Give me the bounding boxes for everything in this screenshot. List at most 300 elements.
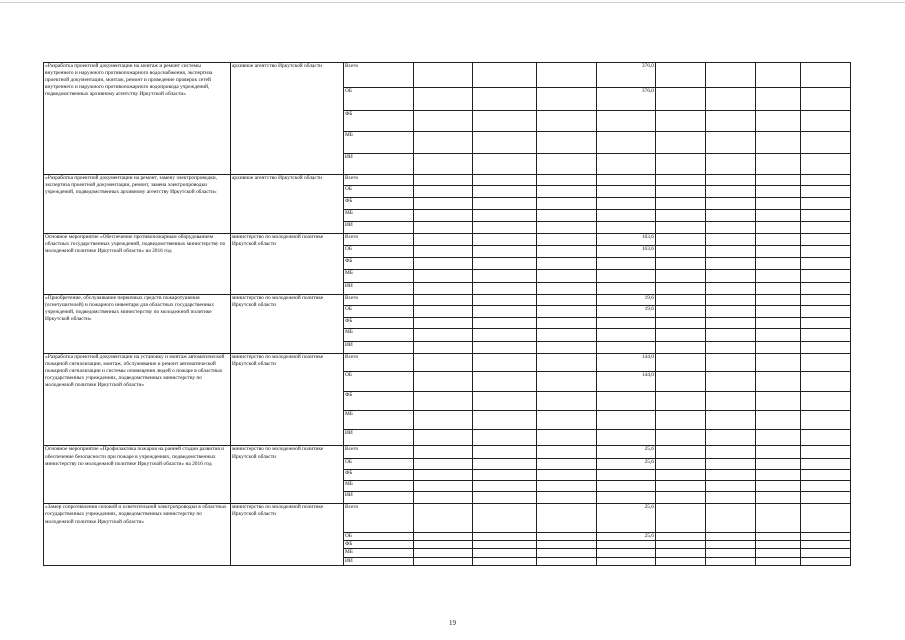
empty-cell (473, 186, 537, 198)
funding-source: Всего (344, 504, 414, 532)
measure-description-cell (44, 63, 231, 175)
amount-cell (597, 469, 656, 480)
empty-cell (756, 318, 801, 329)
amount-cell (597, 198, 656, 210)
amount-cell (597, 549, 656, 557)
table-row (44, 504, 851, 532)
empty-cell (801, 492, 851, 504)
empty-cell (414, 282, 473, 294)
empty-cell (414, 446, 473, 458)
empty-cell (473, 541, 537, 549)
empty-cell (473, 174, 537, 185)
empty-cell (656, 210, 706, 221)
empty-cell (756, 391, 801, 410)
empty-cell (473, 492, 537, 504)
empty-cell (414, 372, 473, 391)
measure-description: «Разработка проектной документации на монтаж и ремонт системы внутреннего и наружного противопожарного водоснабжения, экспертиза проектной документации, монтаж, ремонт и проведение проверок сетей внутреннего и наружного противопожарного водопровода учреждений, подведомственных архивному агентству Иркутской области» (45, 63, 213, 98)
funding-source: ИИ (344, 221, 414, 233)
funding-source: МБ (344, 132, 414, 153)
funding-source: МБ (344, 481, 414, 492)
empty-cell (537, 186, 597, 198)
empty-cell (706, 532, 756, 540)
empty-cell (706, 329, 756, 341)
amount-cell (597, 481, 656, 492)
empty-cell (801, 410, 851, 429)
empty-cell (756, 329, 801, 341)
empty-cell (656, 132, 706, 153)
executor-cell (231, 174, 344, 233)
amount-cell: 25,6 (597, 458, 656, 469)
funding-source: ОБ (344, 306, 414, 318)
empty-cell (706, 318, 756, 329)
empty-cell (656, 186, 706, 198)
empty-cell (801, 458, 851, 469)
table-row (44, 233, 851, 245)
empty-cell (473, 282, 537, 294)
empty-cell (473, 318, 537, 329)
empty-cell (473, 210, 537, 221)
amount-cell (597, 341, 656, 353)
empty-cell (706, 469, 756, 480)
empty-cell (756, 306, 801, 318)
empty-cell (756, 132, 801, 153)
empty-cell (414, 410, 473, 429)
empty-cell (756, 258, 801, 270)
funding-source: Всего (344, 63, 414, 88)
empty-cell (414, 557, 473, 565)
executor-name: архивное агентство Иркутской области (232, 174, 323, 181)
empty-cell (706, 549, 756, 557)
empty-cell (801, 372, 851, 391)
empty-cell (801, 186, 851, 198)
measure-description-cell (44, 233, 231, 294)
measure-description: «Замер сопротивления силовой и осветительной электропроводки в областных государственных учреждениях, подведомственных министерству по молодежной политике Иркутской области» (45, 504, 227, 525)
empty-cell (756, 270, 801, 282)
empty-cell (414, 469, 473, 480)
amount-cell (597, 318, 656, 329)
empty-cell (756, 557, 801, 565)
empty-cell (706, 221, 756, 233)
empty-cell (537, 541, 597, 549)
funding-source: ФБ (344, 198, 414, 210)
empty-cell (473, 153, 537, 174)
funding-source: Всего (344, 233, 414, 245)
empty-cell (801, 174, 851, 185)
amount-cell (597, 258, 656, 270)
empty-cell (473, 410, 537, 429)
empty-cell (706, 153, 756, 174)
amount-cell: 25,6 (597, 532, 656, 540)
empty-cell (756, 210, 801, 221)
empty-cell (756, 88, 801, 110)
empty-cell (656, 557, 706, 565)
empty-cell (537, 446, 597, 458)
empty-cell (537, 430, 597, 446)
amount-cell (597, 210, 656, 221)
amount-cell (597, 391, 656, 410)
amount-cell (597, 282, 656, 294)
empty-cell (537, 532, 597, 540)
empty-cell (706, 270, 756, 282)
empty-cell (801, 221, 851, 233)
empty-cell (706, 306, 756, 318)
empty-cell (414, 353, 473, 371)
amount-cell: 376,0 (597, 63, 656, 88)
empty-cell (537, 341, 597, 353)
measure-description: «Приобретение, обслуживание первичных средств пожаротушения (огнетушителей) и пожарного инвентаря для областных государственных учреждений, подведомственных министерству по молодежной политике Иркутской области» (45, 294, 215, 323)
funding-source: ОБ (344, 372, 414, 391)
funding-source: ИИ (344, 153, 414, 174)
empty-cell (756, 341, 801, 353)
empty-cell (473, 270, 537, 282)
scan-edge-line (0, 2, 905, 3)
empty-cell (537, 504, 597, 532)
empty-cell (414, 233, 473, 245)
empty-cell (473, 504, 537, 532)
empty-cell (656, 469, 706, 480)
empty-cell (706, 391, 756, 410)
empty-cell (473, 110, 537, 131)
empty-cell (801, 318, 851, 329)
measure-description: «Разработка проектной документации на ремонт, замену электропроводки, экспертиза проектной документации, ремонт, замена электропроводки учреждений, подведомственных архивному агентству Иркутской области» (45, 174, 218, 196)
empty-cell (706, 63, 756, 88)
empty-cell (537, 410, 597, 429)
amount-cell (597, 110, 656, 131)
empty-cell (801, 504, 851, 532)
empty-cell (537, 557, 597, 565)
amount-cell (597, 541, 656, 549)
empty-cell (706, 198, 756, 210)
funding-source: Всего (344, 353, 414, 371)
measure-description-cell (44, 446, 231, 504)
empty-cell (756, 198, 801, 210)
empty-cell (414, 430, 473, 446)
empty-cell (756, 541, 801, 549)
empty-cell (756, 492, 801, 504)
empty-cell (706, 410, 756, 429)
amount-cell (597, 132, 656, 153)
empty-cell (537, 391, 597, 410)
empty-cell (706, 282, 756, 294)
empty-cell (706, 492, 756, 504)
funding-source: Всего (344, 174, 414, 185)
empty-cell (656, 88, 706, 110)
measure-description-cell (44, 174, 231, 233)
empty-cell (656, 549, 706, 557)
measure-description-cell (44, 294, 231, 353)
amount-cell: 19,6 (597, 306, 656, 318)
empty-cell (801, 353, 851, 371)
empty-cell (473, 391, 537, 410)
budget-table-body (44, 63, 851, 566)
executor-cell (231, 294, 344, 353)
empty-cell (414, 153, 473, 174)
empty-cell (756, 153, 801, 174)
funding-source: МБ (344, 410, 414, 429)
empty-cell (656, 481, 706, 492)
empty-cell (656, 174, 706, 185)
empty-cell (706, 110, 756, 131)
funding-source: Всего (344, 446, 414, 458)
empty-cell (706, 353, 756, 371)
empty-cell (656, 282, 706, 294)
executor-name: министерство по молодежной политике Иркутской области (232, 294, 324, 308)
empty-cell (414, 246, 473, 258)
empty-cell (656, 353, 706, 371)
empty-cell (537, 306, 597, 318)
table-row (44, 353, 851, 371)
empty-cell (473, 469, 537, 480)
amount-cell (597, 329, 656, 341)
empty-cell (756, 549, 801, 557)
measure-description: «Разработка проектной документации на установку и монтаж автоматической пожарной сигнализации, монтаж, обслуживание и ремонт автоматической пожарной сигнализации и системы оповещения людей о пожаре в областных государственных учреждениях, подведомственных министерству по молодежной политике Иркутской области» (45, 353, 225, 389)
empty-cell (537, 132, 597, 153)
empty-cell (706, 210, 756, 221)
executor-name: министерство по молодежной политике Иркутской области (232, 446, 324, 460)
empty-cell (656, 446, 706, 458)
empty-cell (656, 410, 706, 429)
table-row (44, 63, 851, 88)
measure-description-cell (44, 504, 231, 566)
empty-cell (706, 258, 756, 270)
empty-cell (414, 532, 473, 540)
empty-cell (801, 294, 851, 305)
empty-cell (801, 329, 851, 341)
executor-cell (231, 446, 344, 504)
table-row (44, 294, 851, 305)
empty-cell (414, 210, 473, 221)
empty-cell (414, 541, 473, 549)
empty-cell (801, 532, 851, 540)
empty-cell (706, 132, 756, 153)
funding-source: ОБ (344, 246, 414, 258)
empty-cell (537, 318, 597, 329)
executor-name: архивное агентство Иркутской области (232, 63, 323, 69)
empty-cell (537, 469, 597, 480)
empty-cell (414, 258, 473, 270)
empty-cell (756, 233, 801, 245)
empty-cell (801, 446, 851, 458)
empty-cell (656, 233, 706, 245)
empty-cell (537, 88, 597, 110)
amount-cell: 144,0 (597, 372, 656, 391)
empty-cell (656, 430, 706, 446)
amount-cell (597, 492, 656, 504)
empty-cell (656, 329, 706, 341)
empty-cell (473, 329, 537, 341)
executor-name: министерство по молодежной политике Иркутской области (232, 504, 324, 518)
amount-cell (597, 186, 656, 198)
executor-name: министерство по молодежной политике Иркутской области (232, 353, 324, 367)
measure-description: Основное мероприятие «Обеспечение противопожарным оборудованием областных государственных учреждений, подведомственных министерству по молодежной политике Иркутской области» на 2016 год (45, 233, 226, 255)
empty-cell (756, 446, 801, 458)
empty-cell (473, 246, 537, 258)
funding-source: ИИ (344, 492, 414, 504)
funding-source: Всего (344, 294, 414, 305)
empty-cell (656, 110, 706, 131)
empty-cell (537, 294, 597, 305)
empty-cell (473, 458, 537, 469)
empty-cell (706, 294, 756, 305)
empty-cell (706, 88, 756, 110)
empty-cell (656, 294, 706, 305)
empty-cell (537, 153, 597, 174)
empty-cell (801, 306, 851, 318)
empty-cell (473, 341, 537, 353)
empty-cell (801, 549, 851, 557)
empty-cell (656, 198, 706, 210)
empty-cell (414, 63, 473, 88)
empty-cell (756, 110, 801, 131)
empty-cell (537, 210, 597, 221)
empty-cell (414, 306, 473, 318)
empty-cell (656, 258, 706, 270)
executor-cell (231, 63, 344, 175)
empty-cell (414, 458, 473, 469)
empty-cell (706, 446, 756, 458)
empty-cell (801, 481, 851, 492)
empty-cell (801, 282, 851, 294)
empty-cell (473, 233, 537, 245)
empty-cell (656, 341, 706, 353)
empty-cell (473, 258, 537, 270)
empty-cell (414, 391, 473, 410)
funding-source: ФБ (344, 541, 414, 549)
empty-cell (801, 210, 851, 221)
empty-cell (706, 174, 756, 185)
empty-cell (656, 532, 706, 540)
empty-cell (756, 372, 801, 391)
funding-source: ФБ (344, 258, 414, 270)
funding-source: ИИ (344, 282, 414, 294)
funding-source: МБ (344, 210, 414, 221)
funding-source: ИИ (344, 341, 414, 353)
empty-cell (656, 372, 706, 391)
executor-cell (231, 353, 344, 446)
empty-cell (706, 341, 756, 353)
empty-cell (537, 110, 597, 131)
funding-source: ФБ (344, 469, 414, 480)
empty-cell (756, 221, 801, 233)
empty-cell (801, 391, 851, 410)
empty-cell (656, 492, 706, 504)
amount-cell (597, 221, 656, 233)
page-number: 19 (449, 619, 456, 627)
empty-cell (756, 246, 801, 258)
empty-cell (473, 372, 537, 391)
empty-cell (537, 198, 597, 210)
amount-cell: 25,6 (597, 504, 656, 532)
empty-cell (537, 549, 597, 557)
empty-cell (473, 88, 537, 110)
empty-cell (414, 132, 473, 153)
empty-cell (473, 446, 537, 458)
empty-cell (656, 270, 706, 282)
empty-cell (656, 504, 706, 532)
empty-cell (756, 186, 801, 198)
empty-cell (801, 270, 851, 282)
empty-cell (756, 481, 801, 492)
empty-cell (801, 341, 851, 353)
empty-cell (414, 198, 473, 210)
executor-cell (231, 504, 344, 566)
empty-cell (537, 372, 597, 391)
empty-cell (414, 318, 473, 329)
empty-cell (473, 198, 537, 210)
empty-cell (414, 492, 473, 504)
empty-cell (414, 504, 473, 532)
empty-cell (414, 341, 473, 353)
empty-cell (537, 233, 597, 245)
empty-cell (801, 110, 851, 131)
empty-cell (537, 458, 597, 469)
empty-cell (473, 532, 537, 540)
empty-cell (756, 282, 801, 294)
empty-cell (656, 153, 706, 174)
empty-cell (537, 270, 597, 282)
empty-cell (756, 504, 801, 532)
empty-cell (473, 481, 537, 492)
empty-cell (801, 198, 851, 210)
empty-cell (756, 410, 801, 429)
empty-cell (801, 469, 851, 480)
empty-cell (537, 481, 597, 492)
empty-cell (706, 541, 756, 549)
executor-name: министерство по молодежной политике Иркутской области (232, 233, 324, 247)
empty-cell (706, 458, 756, 469)
amount-cell (597, 153, 656, 174)
empty-cell (801, 132, 851, 153)
empty-cell (656, 221, 706, 233)
empty-cell (801, 153, 851, 174)
empty-cell (656, 63, 706, 88)
executor-cell (231, 233, 344, 294)
amount-cell (597, 557, 656, 565)
funding-source: ОБ (344, 532, 414, 540)
funding-source: ОБ (344, 88, 414, 110)
funding-source: ИИ (344, 557, 414, 565)
empty-cell (706, 186, 756, 198)
empty-cell (756, 458, 801, 469)
measure-description: Основное мероприятие «Профилактика пожаров на ранней стадии развития и обеспечение безопасности при пожаре в учреждениях, подведомственных министерству по молодежной политике Иркутской области» на 2016 год (45, 446, 225, 467)
empty-cell (706, 246, 756, 258)
empty-cell (656, 318, 706, 329)
empty-cell (801, 430, 851, 446)
amount-cell (597, 410, 656, 429)
empty-cell (537, 282, 597, 294)
empty-cell (537, 246, 597, 258)
empty-cell (473, 306, 537, 318)
empty-cell (473, 557, 537, 565)
funding-source: ФБ (344, 110, 414, 131)
funding-source: МБ (344, 549, 414, 557)
empty-cell (473, 132, 537, 153)
budget-table (43, 62, 851, 566)
funding-source: ОБ (344, 186, 414, 198)
empty-cell (801, 541, 851, 549)
empty-cell (537, 221, 597, 233)
empty-cell (706, 430, 756, 446)
empty-cell (656, 246, 706, 258)
empty-cell (537, 492, 597, 504)
measure-description-cell (44, 353, 231, 446)
empty-cell (414, 294, 473, 305)
empty-cell (706, 481, 756, 492)
empty-cell (706, 557, 756, 565)
amount-cell (597, 270, 656, 282)
empty-cell (706, 504, 756, 532)
amount-cell: 25,6 (597, 446, 656, 458)
